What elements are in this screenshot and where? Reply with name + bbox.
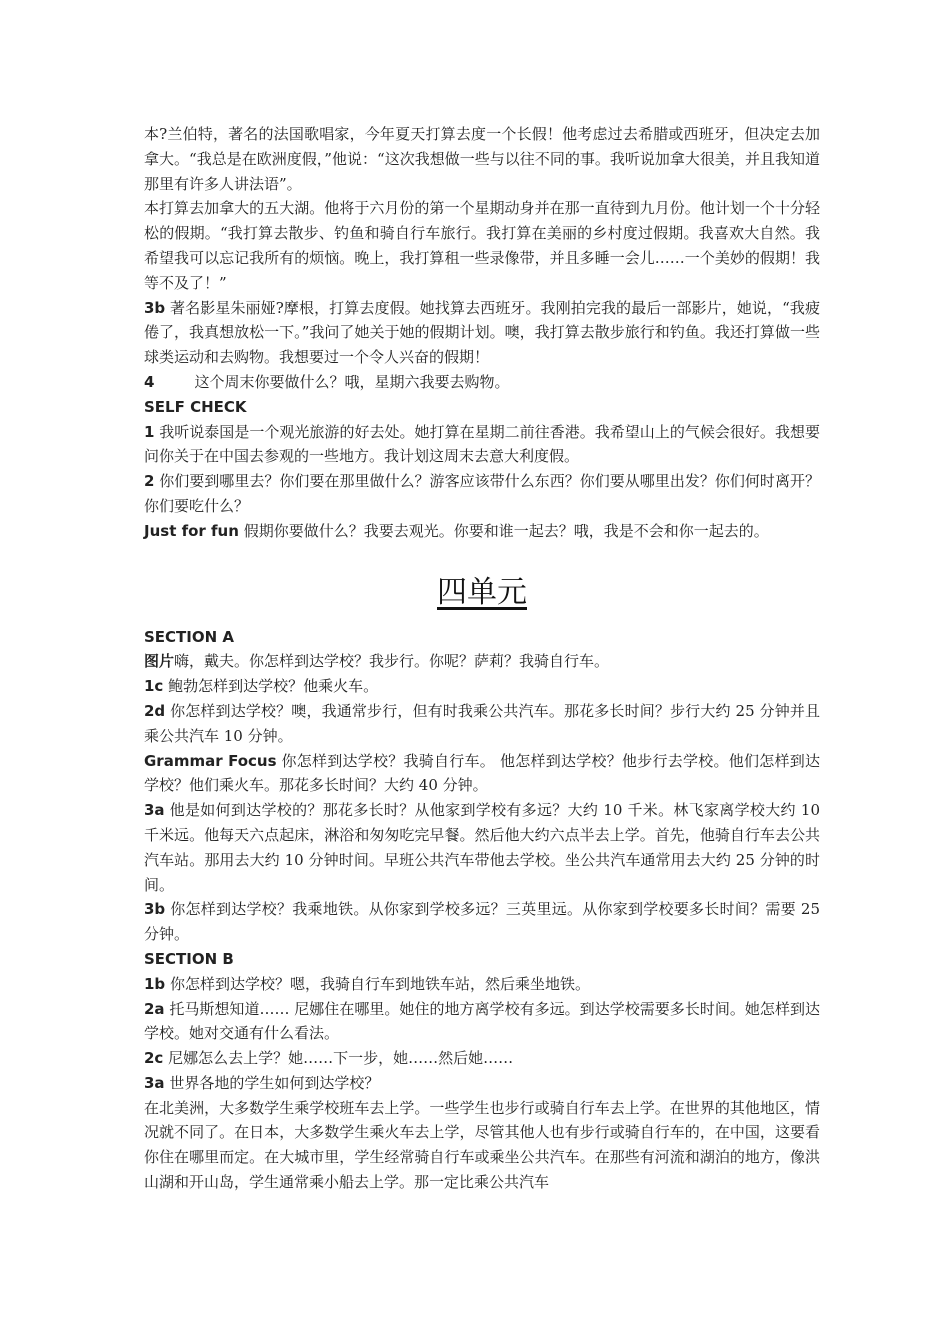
paragraph-3a-section-b [144,1071,820,1096]
paragraph-3a [144,798,820,897]
exercise-label: 3b [144,900,166,919]
section-a-heading: SECTION A [144,627,235,646]
paragraph-2d [144,699,820,749]
exercise-text: 你怎样到达学校？我乘地铁。从你家到学校多远？三英里远。从你家到学校要多长时间？需要 25 分钟。 [144,900,820,944]
paragraph-3b [144,296,820,370]
exercise-text: 鲍勃怎样到达学校？他乘火车。 [163,677,379,696]
exercise-text: 托马斯想知道…… 尼娜住在哪里。她住的地方离学校有多远。到达学校需要多长时间。她怎样到达学校。她对交通有什么看法。 [144,999,820,1043]
exercise-text: 嗨，戴夫。你怎样到达学校？我步行。你呢？萨莉？我骑自行车。 [174,652,610,671]
exercise-label: 2c [144,1049,164,1068]
exercise-text: 你怎样到达学校？嗯，我骑自行车到地铁车站，然后乘坐地铁。 [165,974,590,993]
exercise-label: Grammar Focus [144,751,277,770]
paragraph-self-check-2 [144,469,820,519]
self-check-heading: SELF CHECK [144,397,247,416]
exercise-label: Just for fun [144,521,239,540]
exercise-text: 这个周末你要做什么？哦，星期六我要去购物。 [194,372,510,391]
exercise-text: 他是如何到达学校的？那花多长时？从他家到学校有多远？大约 10 千米。林飞家离学校大约 10 千米远。他每天六点起床，淋浴和匆匆吃完早餐。然后他大约六点半去上学。首先，他骑自行车去公共汽车站。那用去大约 10 分钟时间。早班公共汽车带他去学校。坐公共汽车通常用去大约 25 分钟的时间。 [144,801,820,894]
exercise-text: 世界各地的学生如何到达学校？ [164,1073,380,1092]
paragraph-picture [144,649,820,674]
exercise-label: 1 [144,422,155,441]
paragraph-3b-section-a [144,897,820,947]
exercise-text: 你怎样到达学校？噢，我通常步行，但有时我乘公共汽车。那花多长时间？步行大约 25 分钟并且乘公共汽车 10 分钟。 [144,701,820,745]
exercise-label: 1b [144,974,166,993]
unit-title: 四单元 [437,574,527,610]
exercise-label: 1c [144,677,164,696]
exercise-label: 图片 [144,652,175,671]
exercise-text: 你怎样到达学校？我骑自行车。 他怎样到达学校？他步行去学校。他们怎样到达学校？他们乘火车。那花多长时间？大约 40 分钟。 [144,751,820,795]
exercise-text: 你们要到哪里去？你们要在那里做什么？游客应该带什么东西？你们要从哪里出发？你们何时离开？你们要吃什么？ [144,472,820,515]
exercise-label: 3a [144,1073,165,1092]
exercise-text: 我听说泰国是一个观光旅游的好去处。她打算在星期二前往香港。我希望山上的气候会很好。我想要问你关于在中国去参观的一些地方。我计划这周末去意大利度假。 [144,422,820,466]
paragraph-4 [144,370,820,395]
exercise-label: 3b [144,298,166,317]
paragraph-ben-plan: 本打算去加拿大的五大湖。他将于六月份的第一个星期动身并在那一直待到九月份。他计划一个十分轻松的假期。“我打算去散步、钓鱼和骑自行车旅行。我打算在美丽的乡村度过假期。我喜欢大自然。我希望我可以忘记我所有的烦恼。晚上，我打算租一些录像带，并且多睡一会儿……一个美妙的假期！我等不及了！” [144,199,820,292]
paragraph-reading-body: 在北美洲，大多数学生乘学校班车去上学。一些学生也步行或骑自行车去上学。在世界的其他地区，情况就不同了。在日本，大多数学生乘火车去上学，尽管其他人也有步行或骑自行车的，在中国，这要看你住在哪里而定。在大城市里，学生经常骑自行车或乘坐公共汽车。在那些有河流和湖泊的地方，像洪山湖和开山岛，学生通常乘小船去上学。那一定比乘公共汽车 [144,1098,820,1192]
section-b-heading: SECTION B [144,949,234,968]
document-page [144,122,820,1195]
paragraph-just-for-fun [144,519,820,544]
exercise-text: 著名影星朱丽娅?摩根，打算去度假。她找算去西班牙。我刚拍完我的最后一部影片，她说，“我疲倦了，我真想放松一下。”我问了她关于她的假期计划。噢，我打算去散步旅行和钓鱼。我还打算做一些球类运动和去购物。我想要过一个令人兴奋的假期！ [144,298,820,367]
paragraph-grammar-focus [144,749,820,799]
exercise-label: 2 [144,472,155,491]
exercise-label: 2d [144,701,166,720]
exercise-text: 尼娜怎么去上学？她……下一步，她……然后她…… [163,1049,514,1068]
paragraph-ben-intro: 本?兰伯特，著名的法国歌唱家，今年夏天打算去度一个长假！他考虑过去希腊或西班牙，但决定去加拿大。“我总是在欧洲度假，”他说：“这次我想做一些与以往不同的事。我听说加拿大很美，并且我知道那里有许多人讲法语”。 [144,125,820,193]
paragraph-1b [144,972,820,997]
paragraph-self-check-1 [144,420,820,470]
paragraph-2c [144,1046,820,1071]
paragraph-1c [144,674,820,699]
exercise-label: 2a [144,999,165,1018]
exercise-label: 3a [144,801,165,820]
exercise-label: 4 [144,372,155,391]
exercise-text: 假期你要做什么？我要去观光。你要和谁一起去？哦，我是不会和你一起去的。 [238,521,769,540]
paragraph-2a [144,997,820,1047]
